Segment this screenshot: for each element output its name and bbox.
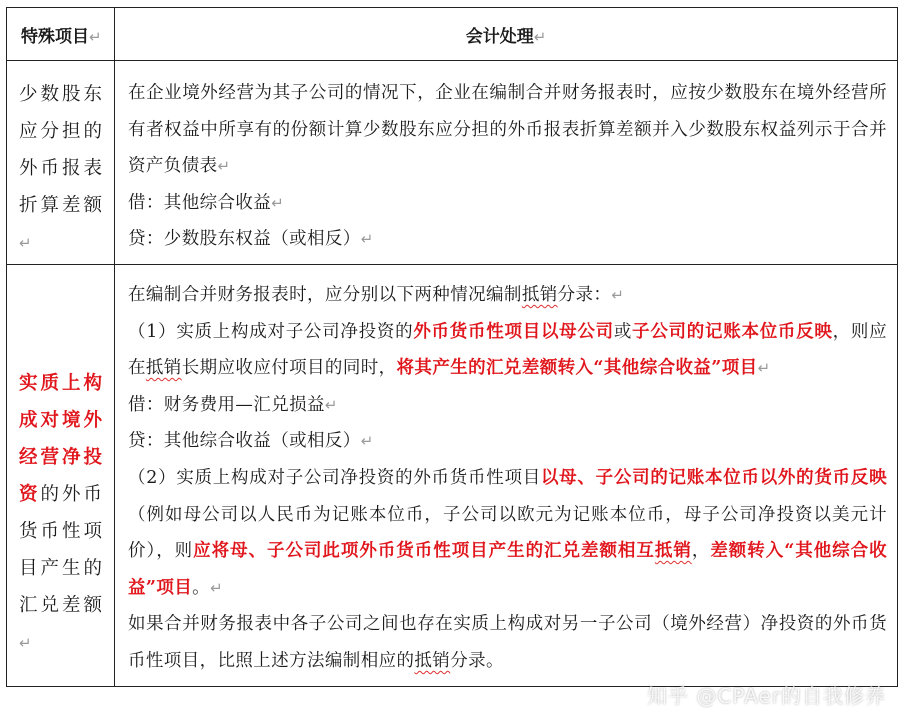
row1-treatment xyxy=(115,61,898,265)
table-header-row xyxy=(7,8,898,61)
row1-debit: 借：其他综合收益↵ xyxy=(128,192,284,213)
return-mark: ↵ xyxy=(533,27,547,46)
watermark: 知乎 @CPAer的自我修养 xyxy=(647,684,886,708)
row2-credit: 贷：其他综合收益（或相反）↵ xyxy=(128,431,374,452)
row2-case2: （2）实质上构成对子公司净投资的外币货币性项目以母、子公司的记账本位币以外的货币反映（例如母公司以人民币为记账本位币，子公司以欧元为记账本位币，母子公司净投资以美元计价），则应将母、子公司此项外币货币性项目产生的汇兑差额相互抵销，差额转入“其他综合收益”项目。↵ xyxy=(128,467,888,598)
accounting-table xyxy=(6,7,898,687)
row2-intro: 在编制合并财务报表时，应分别以下两种情况编制抵销分录：↵ xyxy=(128,285,624,305)
row1-credit: 贷：少数股东权益（或相反）↵ xyxy=(128,229,374,250)
return-mark: ↵ xyxy=(89,27,102,46)
header-special-item: 特殊项目↵ xyxy=(7,8,115,61)
row2-case1: （1）实质上构成对子公司净投资的外币货币性项目以母公司或子公司的记账本位币反映，则应在抵销长期应收应付项目的同时，将其产生的汇兑差额转入“其他综合收益”项目↵ xyxy=(128,321,887,379)
table-row xyxy=(7,61,898,265)
row1-item-label: 少数股东应分担的外币报表折算差额↵ xyxy=(7,61,115,265)
row2-treatment xyxy=(115,265,898,687)
row1-intro: 在企业境外经营为其子公司的情况下，企业在编制合并财务报表时，应按少数股东在境外经营所有者权益中所享有的份额计算少数股东应分担的外币报表折算差额并入少数股东权益列示于合并资产负债表↵ xyxy=(128,83,887,177)
row2-item-label: 实质上构成对境外经营净投资的外币货币性项目产生的汇兑差额↵ xyxy=(7,265,115,687)
table-row xyxy=(7,265,898,687)
row2-closing: 如果合并财务报表中各子公司之间也存在实质上构成对另一子公司（境外经营）净投资的外币货币性项目，比照上述方法编制相应的抵销分录。 xyxy=(128,614,887,671)
header-accounting-treatment: 会计处理↵ xyxy=(115,8,898,61)
return-mark: ↵ xyxy=(19,234,32,252)
row2-debit: 借：财务费用—汇兑损益↵ xyxy=(128,394,338,415)
